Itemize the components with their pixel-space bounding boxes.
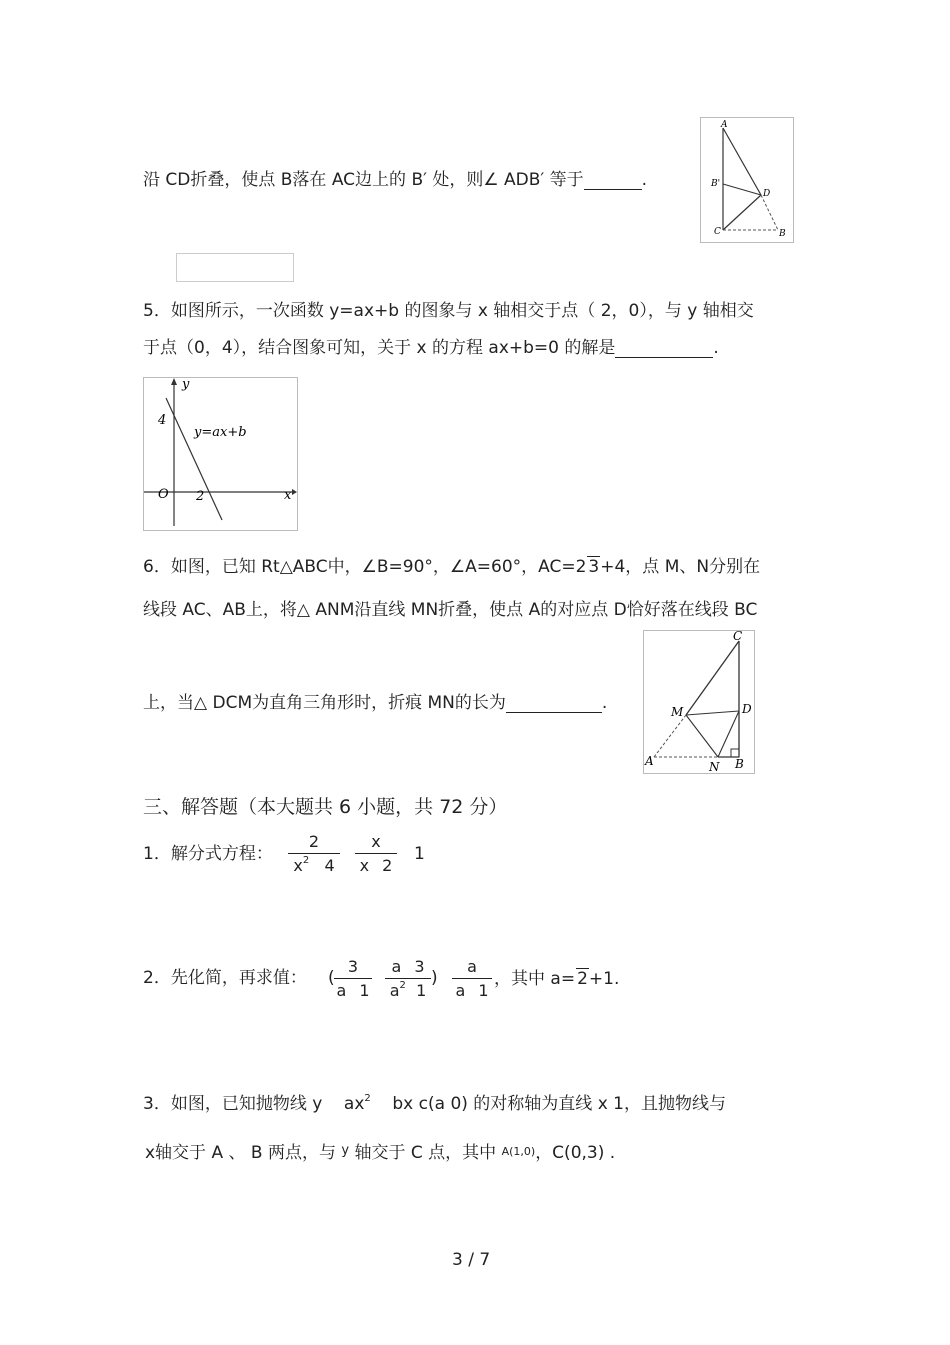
line-equation-label: y=ax+b [194,425,247,440]
p2-label-text: 2．先化简，再求值： [143,968,307,988]
p2-fraction-1 [334,957,372,1000]
figure-linear-graph [143,377,298,531]
p3-line2 [145,1143,615,1165]
empty-box [176,253,294,282]
q4-tail-text [143,170,647,190]
axis-label-x: x [284,488,292,503]
p3-line1-text-b: bx c(a 0) 的对称轴为直线 x 1，且抛物线与 [392,1094,726,1114]
p1-label-text: 1．解分式方程： [143,844,273,864]
p3-line2-text-a: x轴交于 A 、 B 两点，与 [145,1143,336,1163]
p2-fraction-3 [452,957,492,1000]
figure-linear-graph-svg [144,378,297,530]
label-A: A [721,120,728,130]
p3-line1 [143,1094,726,1117]
tick-label-2: 2 [196,489,205,504]
answer-blank [615,341,713,358]
p2-tail-text: +1. [588,969,620,989]
label-A: A [645,754,654,768]
label-C: C [733,631,743,643]
q6-line2-text: 线段 AC、AB上，将△ ANM沿直线 MN折叠，使点 A的对应点 D恰好落在线段 BC [143,600,758,620]
label-B-prime: B' [711,179,721,189]
p3-y: y [341,1143,350,1158]
q5-line1-text: 5．如图所示，一次函数 y=ax+b 的图象与 x 轴相交于点（ 2，0），与 y 轴相交 [143,301,754,321]
period: . [601,693,608,713]
p2-where-text: ，其中 a= [494,969,576,989]
q6-line3-text: 上，当△ DCM为直角三角形时，折痕 MN的长为 [143,693,506,713]
numerator: 3 [334,957,372,979]
p1-fraction-1 [288,832,340,875]
p2-fraction-2 [385,957,431,1000]
label-D: D [763,189,771,199]
figure-fold-triangle [700,117,794,243]
paren-close: ) [431,968,438,988]
label-M: M [671,705,684,719]
numerator: a [452,957,492,979]
denominator: a 1 [336,981,370,1000]
section-title: 三、解答题（本大题共 6 小题，共 72 分） [143,796,508,818]
denominator: a 1 [455,981,489,1000]
numerator: a 3 [385,957,431,979]
q5-line2 [143,338,719,358]
p3-point-A: A(1,0) [501,1145,536,1158]
answer-blank [584,173,642,190]
label-N: N [709,760,720,773]
label-D: D [742,702,752,716]
p1-label [143,844,273,864]
q6-line2 [143,600,757,620]
page-number: 3 / 7 [452,1250,491,1270]
q5-line2-text: 于点（0，4），结合图象可知，关于 x 的方程 ax+b=0 的解是 [143,338,616,358]
p2-where [494,968,619,989]
q5-line1 [143,301,754,321]
p3-line2-text-c: ，C(0,3) . [535,1143,616,1163]
figure-fold-triangle-svg [701,118,793,242]
p3-ax: ax [343,1094,365,1114]
label-B: B [735,757,744,771]
q4-tail-line: 沿 CD折叠，使点 B落在 AC边上的 B′ 处，则∠ ADB′ 等于 [143,170,584,190]
sqrt-2: 2 [577,969,588,989]
q6-line3 [143,693,607,713]
numerator: x [355,832,397,854]
denominator: $x^2$ 4 [293,855,335,875]
p3-exp: 2 [364,1093,371,1104]
denominator: $a^2$ 1 [389,980,427,1000]
figure-fold-right-triangle-svg [644,631,754,773]
q6-line1 [143,556,760,577]
q6-line1-text-a: 6．如图，已知 Rt△ABC中，∠B=90°，∠A=60°，AC=2 [143,557,587,577]
sqrt-3: 3 [588,557,600,577]
p3-line1-text-a: 3．如图，已知抛物线 y [143,1094,323,1114]
p3-line2-text-b: 轴交于 C 点，其中 [354,1143,497,1163]
figure-fold-right-triangle [643,630,755,774]
p2-label [143,968,307,988]
tick-label-4: 4 [158,413,167,428]
label-B: B [779,229,786,239]
answer-blank [506,696,602,713]
q6-line1-text-b: +4，点 M、N分别在 [600,557,761,577]
period: . [713,338,719,358]
p1-fraction-2 [355,832,397,875]
axis-label-y: y [182,378,190,392]
denominator: x 2 [359,856,393,875]
label-C: C [714,227,721,237]
section-heading [143,792,507,819]
paren-open: ( [328,968,335,988]
numerator: 2 [288,832,340,854]
p1-rhs: 1 [414,844,425,864]
origin-label: O [158,487,169,502]
period: . [641,170,648,190]
